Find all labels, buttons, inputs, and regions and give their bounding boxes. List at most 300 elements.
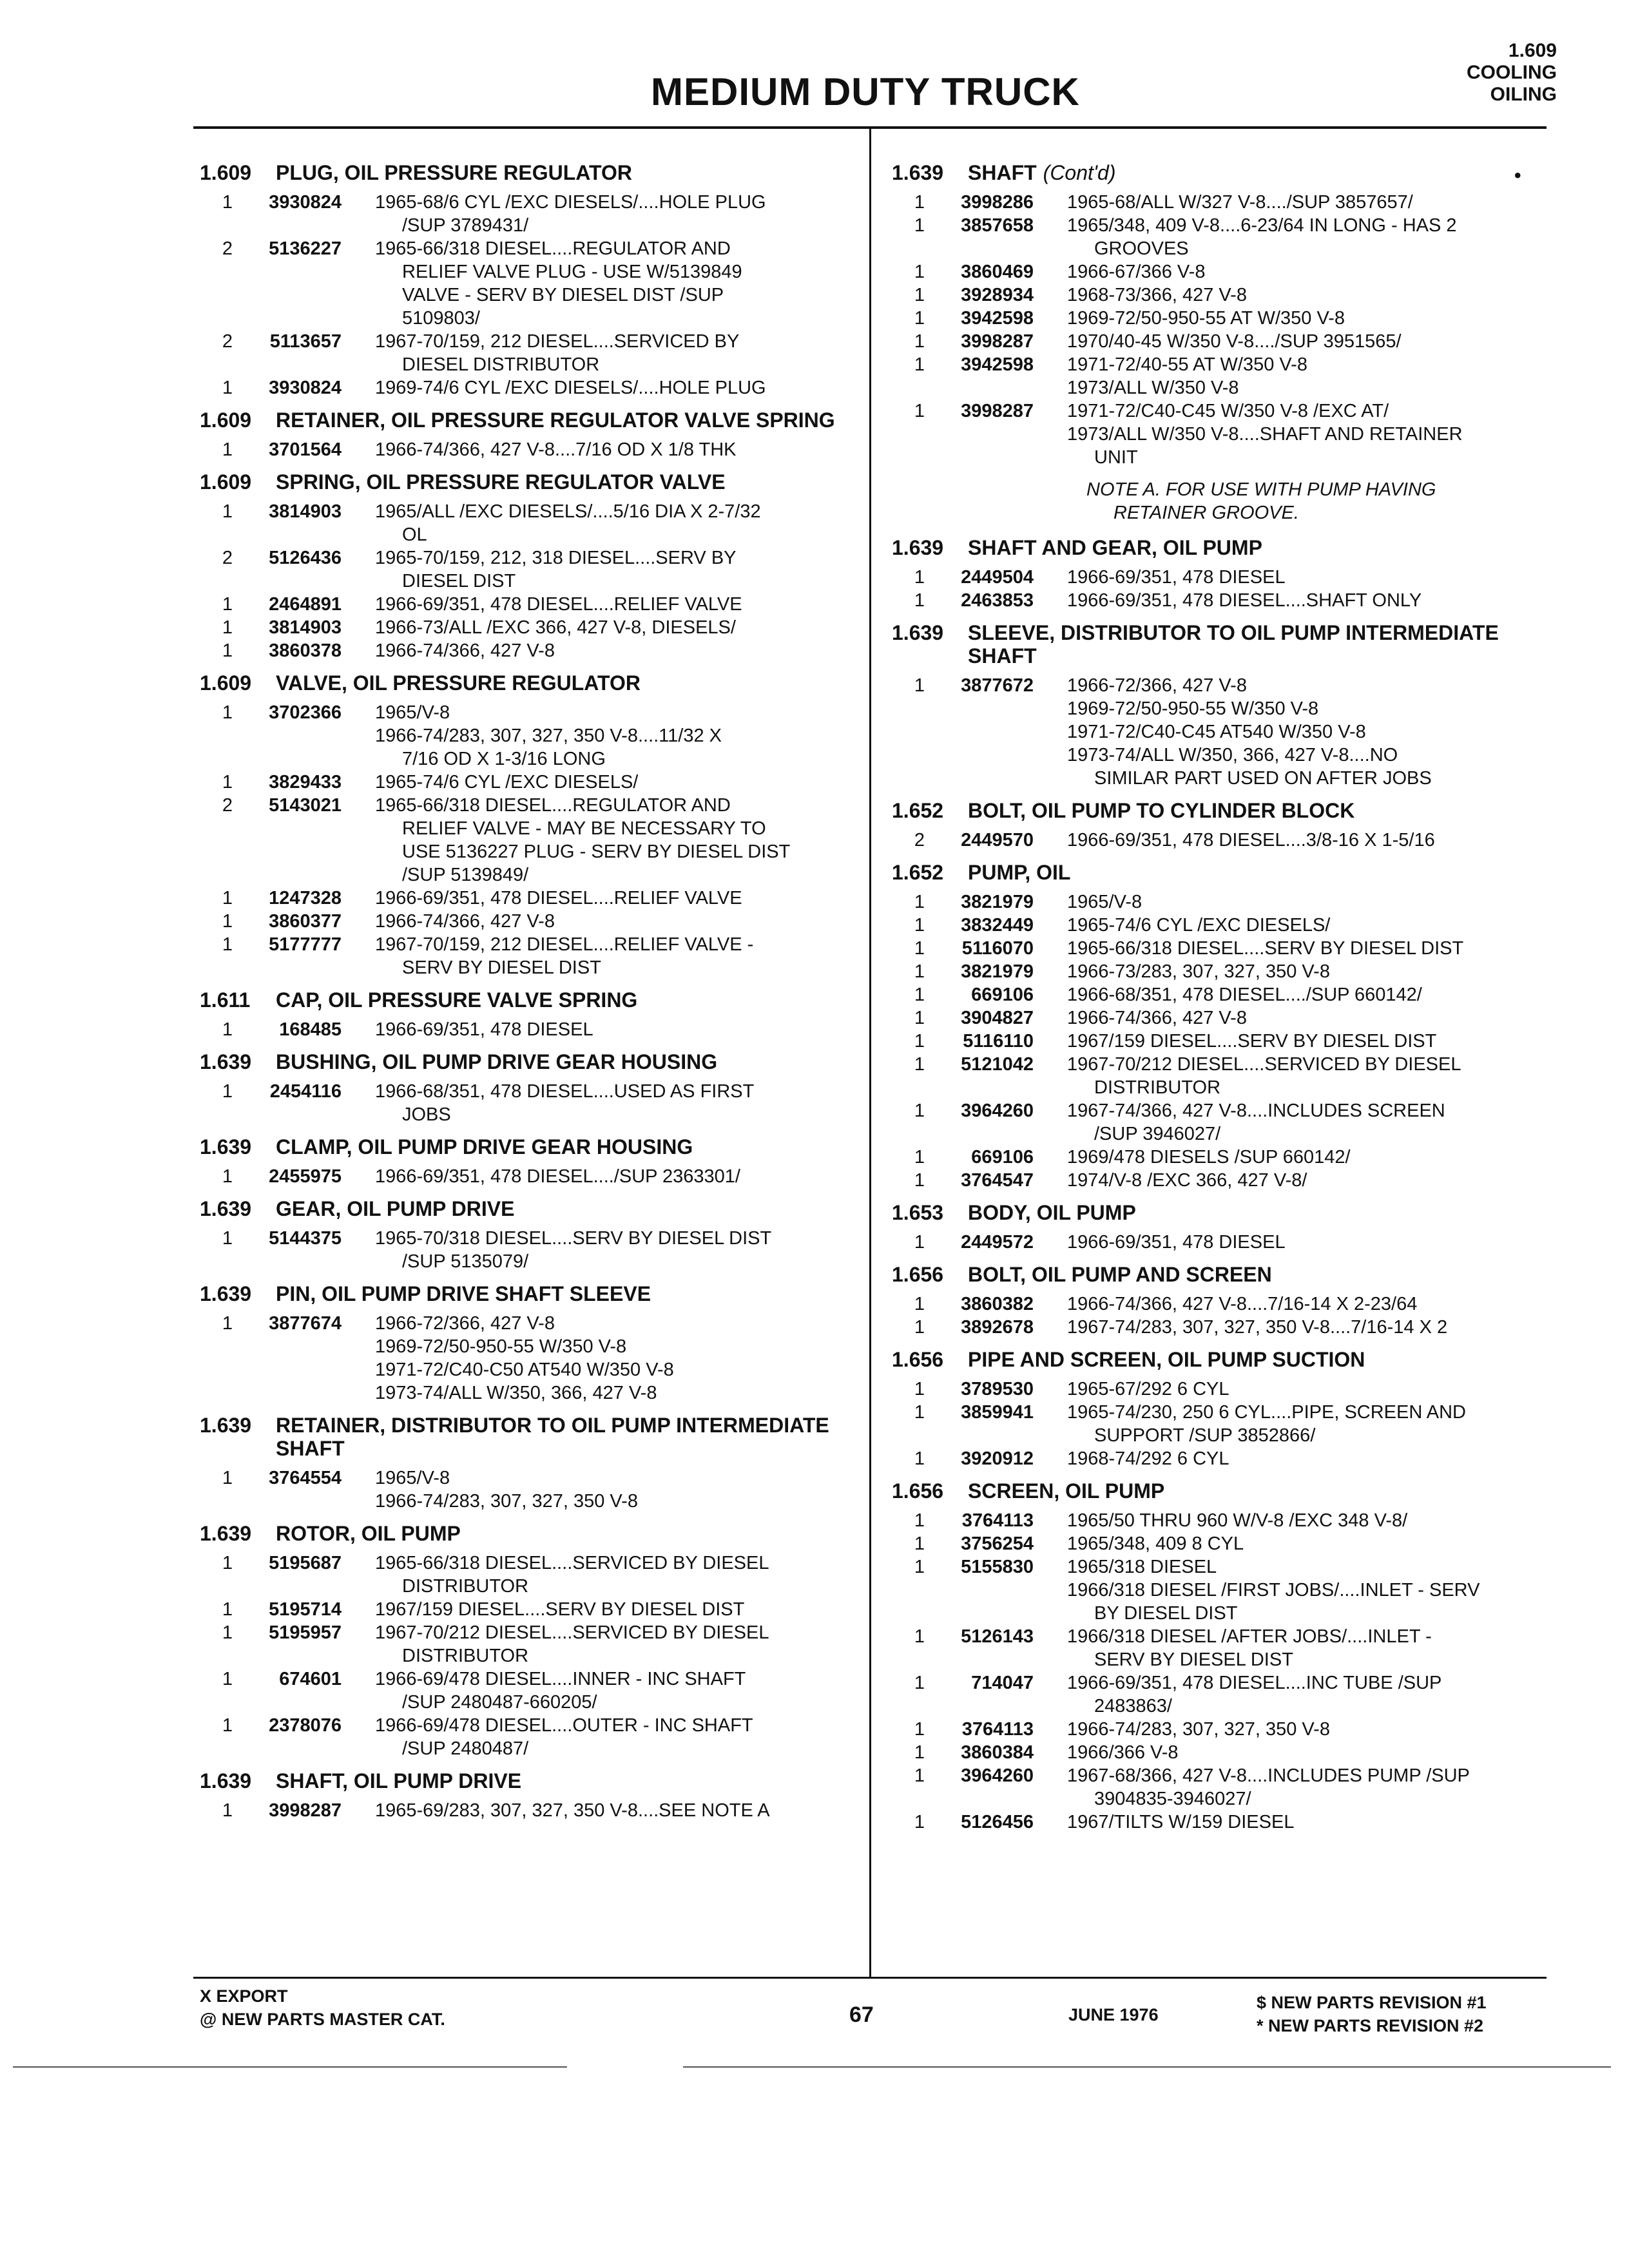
- description-line: 1969-72/50-950-55 W/350 V-8: [375, 1336, 627, 1357]
- quantity: 2: [222, 238, 233, 259]
- description-line: 1966/318 DIESEL /AFTER JOBS/....INLET -: [1067, 1626, 1432, 1647]
- page-title: MEDIUM DUTY TRUCK: [651, 70, 1080, 113]
- description-line: 1965-66/318 DIESEL....REGULATOR AND: [375, 795, 731, 816]
- description-line: SERV BY DIESEL DIST: [1094, 1649, 1293, 1670]
- section-number: 1.639: [200, 1414, 252, 1437]
- part-number: 2378076: [269, 1715, 342, 1736]
- part-description: [1067, 1741, 1549, 1764]
- description-line: 1966-69/351, 478 DIESEL: [375, 1019, 593, 1040]
- part-number: 669106: [971, 985, 1034, 1005]
- part-number: 2455975: [269, 1166, 342, 1187]
- table-row: [892, 399, 1549, 469]
- section-number: 1.639: [892, 161, 944, 184]
- part-description: [1067, 983, 1549, 1006]
- section-title: [892, 1201, 1549, 1224]
- description-line: /SUP 5139849/: [402, 865, 529, 885]
- part-description: [375, 1227, 863, 1273]
- section-number: 1.609: [200, 671, 252, 695]
- section-code-block: [1467, 40, 1557, 106]
- part-description: [375, 1165, 863, 1188]
- part-number: 714047: [971, 1673, 1034, 1693]
- description-line: 1966-69/351, 478 DIESEL: [1067, 1232, 1286, 1253]
- parts-section: [200, 470, 863, 662]
- part-description: [375, 1598, 863, 1621]
- part-number: 3764547: [961, 1170, 1034, 1191]
- description-line: 1965-70/159, 212, 318 DIESEL....SERV BY: [375, 548, 737, 568]
- parts-section: [892, 621, 1549, 790]
- table-row: [892, 1169, 1549, 1192]
- part-number: 669106: [971, 1147, 1034, 1168]
- part-number: 3998286: [961, 192, 1034, 213]
- section-title: [200, 470, 863, 494]
- quantity: 1: [222, 378, 233, 398]
- section-number: 1.639: [200, 1050, 252, 1073]
- description-line: 1974/V-8 /EXC 366, 427 V-8/: [1067, 1170, 1307, 1191]
- part-description: [1067, 1401, 1549, 1447]
- quantity: 2: [222, 548, 233, 568]
- quantity: 1: [914, 1232, 925, 1253]
- part-number: 3942598: [961, 308, 1034, 329]
- description-line: 1966-69/478 DIESEL....INNER - INC SHAFT: [375, 1669, 746, 1689]
- quantity: 1: [914, 567, 925, 588]
- description-line: DISTRIBUTOR: [402, 1576, 529, 1597]
- section-name-text: VALVE, OIL PRESSURE REGULATOR: [276, 671, 641, 695]
- part-number: 3764554: [269, 1468, 342, 1488]
- section-number: 1.656: [892, 1479, 944, 1503]
- description-line: 1970/40-45 W/350 V-8..../SUP 3951565/: [1067, 331, 1402, 352]
- section-number: 1.609: [200, 408, 252, 432]
- quantity: 1: [914, 1031, 925, 1052]
- description-line: 1967/TILTS W/159 DIESEL: [1067, 1812, 1295, 1832]
- section-title: [200, 1282, 863, 1305]
- description-line: 1967/159 DIESEL....SERV BY DIESEL DIST: [375, 1599, 745, 1620]
- description-line: 1965/V-8: [375, 1468, 450, 1488]
- table-row: [892, 829, 1549, 852]
- section-name: [276, 1197, 863, 1220]
- quantity: 1: [222, 702, 233, 723]
- scan-artifact-line: [683, 2066, 1611, 2068]
- part-description: [1067, 1625, 1549, 1671]
- quantity: 1: [914, 1147, 925, 1168]
- part-number: 3702366: [269, 702, 342, 723]
- section-name: [968, 799, 1549, 822]
- quantity: 1: [914, 1510, 925, 1531]
- section-name: [276, 671, 863, 695]
- table-row: [892, 1099, 1549, 1146]
- quantity: 1: [222, 1800, 233, 1821]
- table-row: [200, 616, 863, 639]
- part-number: 5136227: [269, 238, 342, 259]
- table-row: [892, 1316, 1549, 1339]
- part-description: [1067, 890, 1549, 914]
- section-code: 1.609: [1508, 40, 1557, 61]
- table-row: [892, 1053, 1549, 1099]
- section-name-text: SCREEN, OIL PUMP: [968, 1479, 1165, 1503]
- description-line: 1966-74/366, 427 V-8....7/16 OD X 1/8 THK: [375, 439, 737, 460]
- quantity: 1: [914, 1557, 925, 1577]
- part-number: 674601: [279, 1669, 342, 1689]
- right-column: [892, 161, 1549, 1843]
- description-line: 1965-74/6 CYL /EXC DIESELS/: [1067, 915, 1331, 936]
- table-row: [200, 593, 863, 616]
- part-description: [375, 1080, 863, 1126]
- part-description: [1067, 307, 1549, 330]
- part-description: [1067, 1555, 1549, 1625]
- section-title: [200, 161, 863, 184]
- part-description: [375, 701, 863, 771]
- description-line: 1965-66/318 DIESEL....REGULATOR AND: [375, 238, 731, 259]
- section-name-text: BOLT, OIL PUMP AND SCREEN: [968, 1263, 1272, 1286]
- table-row: [892, 589, 1549, 612]
- left-column: [200, 161, 863, 1831]
- part-number: 5177777: [269, 934, 342, 955]
- table-row: [892, 260, 1549, 284]
- description-line: 1965/318 DIESEL: [1067, 1557, 1217, 1577]
- parts-section: [892, 1201, 1549, 1254]
- quantity: 1: [222, 594, 233, 615]
- part-number: 3964260: [961, 1765, 1034, 1786]
- description-line: 1973/ALL W/350 V-8: [1067, 378, 1239, 398]
- description-line: 1971-72/40-55 AT W/350 V-8: [1067, 354, 1307, 375]
- category-cooling: COOLING: [1467, 62, 1557, 83]
- quantity: 1: [222, 640, 233, 661]
- quantity: 1: [914, 215, 925, 236]
- part-description: [375, 1621, 863, 1667]
- description-line: 1966-74/366, 427 V-8: [375, 911, 555, 932]
- part-number: 5116110: [963, 1031, 1034, 1052]
- quantity: 1: [222, 1313, 233, 1334]
- quantity: 1: [222, 1228, 233, 1249]
- part-number: 2449572: [961, 1232, 1034, 1253]
- part-description: [1067, 1293, 1549, 1316]
- part-description: [375, 1018, 863, 1041]
- part-description: [375, 191, 863, 237]
- description-line: /SUP 2480487-660205/: [402, 1692, 597, 1713]
- part-description: [375, 1667, 863, 1714]
- description-line: /SUP 5135079/: [402, 1251, 529, 1272]
- part-description: [1067, 399, 1549, 469]
- quantity: 1: [222, 1081, 233, 1102]
- section-name: [276, 1050, 863, 1073]
- section-name-text: ROTOR, OIL PUMP: [276, 1522, 461, 1545]
- description-line: 7/16 OD X 1-3/16 LONG: [402, 749, 606, 769]
- table-row: [892, 890, 1549, 914]
- quantity: 1: [914, 1742, 925, 1763]
- description-line: SUPPORT /SUP 3852866/: [1094, 1425, 1316, 1446]
- table-row: [200, 1552, 863, 1598]
- part-description: [375, 771, 863, 794]
- footer-legend-left: [200, 1984, 445, 2031]
- description-line: 1966/318 DIESEL /FIRST JOBS/....INLET - SERV: [1067, 1580, 1480, 1600]
- section-number: 1.656: [892, 1263, 944, 1286]
- section-title: [200, 1769, 863, 1792]
- table-row: [200, 330, 863, 376]
- part-number: 3860377: [269, 911, 342, 932]
- part-number: 3998287: [961, 331, 1034, 352]
- part-description: [1067, 674, 1549, 790]
- quantity: 1: [222, 192, 233, 213]
- description-line: 1966-68/351, 478 DIESEL....USED AS FIRST: [375, 1081, 755, 1102]
- part-number: 5126143: [961, 1626, 1034, 1647]
- part-description: [375, 1466, 863, 1513]
- description-line: UNIT: [1094, 447, 1138, 468]
- table-row: [200, 1466, 863, 1513]
- part-number: 3877672: [961, 675, 1034, 696]
- part-description: [1067, 1671, 1549, 1718]
- description-line: /SUP 3789431/: [402, 215, 529, 236]
- note-line: NOTE A. FOR USE WITH PUMP HAVING: [1086, 479, 1436, 500]
- section-title: [892, 799, 1549, 822]
- table-row: [200, 376, 863, 399]
- table-row: [892, 330, 1549, 353]
- table-row: [892, 1811, 1549, 1834]
- part-number: 3930824: [269, 378, 342, 398]
- table-row: [200, 1667, 863, 1714]
- section-note: [892, 478, 1549, 524]
- part-description: [1067, 1169, 1549, 1192]
- section-number: 1.639: [200, 1135, 252, 1158]
- part-description: [375, 1312, 863, 1405]
- parts-section: [892, 161, 1549, 524]
- section-name-text: CLAMP, OIL PUMP DRIVE GEAR HOUSING: [276, 1135, 693, 1158]
- description-line: 1967-70/159, 212 DIESEL....RELIEF VALVE -: [375, 934, 754, 955]
- table-row: [892, 1671, 1549, 1718]
- quantity: 1: [222, 501, 233, 522]
- section-name-text: BOLT, OIL PUMP TO CYLINDER BLOCK: [968, 799, 1355, 822]
- part-description: [1067, 1811, 1549, 1834]
- part-number: 2449504: [961, 567, 1034, 588]
- section-number: 1.639: [892, 536, 944, 559]
- description-line: 1973-74/ALL W/350, 366, 427 V-8....NO: [1067, 745, 1398, 765]
- part-number: 2464891: [269, 594, 342, 615]
- section-name: [968, 861, 1549, 884]
- part-description: [375, 910, 863, 933]
- part-number: 3998287: [961, 401, 1034, 421]
- part-description: [1067, 1006, 1549, 1030]
- category-oiling: OILING: [1490, 84, 1557, 105]
- scan-artifact-line: [13, 2066, 567, 2068]
- quantity: 1: [222, 1669, 233, 1689]
- part-number: 2463853: [961, 590, 1034, 611]
- parts-section: [892, 536, 1549, 612]
- description-line: 1966-74/366, 427 V-8: [375, 640, 555, 661]
- part-number: 3860382: [961, 1294, 1034, 1314]
- description-line: 1973-74/ALL W/350, 366, 427 V-8: [375, 1383, 657, 1403]
- part-description: [1067, 914, 1549, 937]
- quantity: 1: [222, 1622, 233, 1643]
- part-number: 3821979: [961, 892, 1034, 912]
- section-number: 1.639: [200, 1197, 252, 1220]
- section-name-text: SHAFT: [968, 161, 1037, 184]
- description-line: 1966-69/351, 478 DIESEL....INC TUBE /SUP: [1067, 1673, 1442, 1693]
- section-name-text: GEAR, OIL PUMP DRIVE: [276, 1197, 515, 1220]
- section-number: 1.652: [892, 799, 944, 822]
- part-description: [1067, 1447, 1549, 1470]
- part-number: 5126456: [961, 1812, 1034, 1832]
- description-line: RELIEF VALVE PLUG - USE W/5139849: [402, 262, 742, 282]
- table-row: [892, 960, 1549, 983]
- parts-section: [892, 799, 1549, 852]
- table-row: [892, 914, 1549, 937]
- part-number: 5143021: [269, 795, 342, 816]
- section-title: [200, 1414, 863, 1460]
- quantity: 1: [222, 617, 233, 638]
- part-description: [1067, 1718, 1549, 1741]
- quantity: 1: [914, 892, 925, 912]
- parts-section: [200, 1522, 863, 1760]
- quantity: 1: [222, 772, 233, 793]
- description-line: VALVE - SERV BY DIESEL DIST /SUP: [402, 285, 724, 305]
- parts-section: [200, 1135, 863, 1188]
- description-line: 1965-66/318 DIESEL....SERV BY DIESEL DIST: [1067, 938, 1464, 959]
- description-line: 1966-69/351, 478 DIESEL....3/8-16 X 1-5/16: [1067, 830, 1435, 850]
- quantity: 1: [914, 1100, 925, 1121]
- section-name: [276, 1282, 863, 1305]
- part-number: 3859941: [961, 1402, 1034, 1423]
- part-number: 3814903: [269, 501, 342, 522]
- table-row: [892, 1718, 1549, 1741]
- table-row: [200, 794, 863, 887]
- description-line: 1966-69/351, 478 DIESEL....RELIEF VALVE: [375, 888, 742, 908]
- parts-section: [200, 1414, 863, 1513]
- part-description: [375, 546, 863, 593]
- part-number: 5144375: [269, 1228, 342, 1249]
- part-number: 3964260: [961, 1100, 1034, 1121]
- description-line: 1965-66/318 DIESEL....SERVICED BY DIESEL: [375, 1553, 769, 1573]
- quantity: 1: [914, 985, 925, 1005]
- table-row: [892, 1293, 1549, 1316]
- description-line: 1966-69/351, 478 DIESEL..../SUP 2363301/: [375, 1166, 740, 1187]
- table-row: [892, 937, 1549, 960]
- description-line: 1965-68/ALL W/327 V-8..../SUP 3857657/: [1067, 192, 1413, 213]
- parts-section: [892, 1348, 1549, 1470]
- description-line: 1966-68/351, 478 DIESEL..../SUP 660142/: [1067, 985, 1422, 1005]
- section-name: [968, 1263, 1549, 1286]
- part-description: [1067, 214, 1549, 260]
- parts-section: [892, 861, 1549, 1192]
- part-description: [1067, 829, 1549, 852]
- section-number: 1.609: [200, 470, 252, 494]
- part-description: [375, 500, 863, 546]
- table-row: [200, 1165, 863, 1188]
- part-number: 3789530: [961, 1379, 1034, 1399]
- description-line: JOBS: [402, 1104, 451, 1125]
- table-row: [892, 307, 1549, 330]
- part-number: 2454116: [269, 1081, 342, 1102]
- quantity: 1: [914, 938, 925, 959]
- parts-section: [200, 1769, 863, 1822]
- description-line: 1966-69/478 DIESEL....OUTER - INC SHAFT: [375, 1715, 753, 1736]
- part-description: [1067, 191, 1549, 214]
- part-number: 3764113: [961, 1719, 1034, 1740]
- part-description: [1067, 589, 1549, 612]
- section-name-text: PIPE AND SCREEN, OIL PUMP SUCTION: [968, 1348, 1365, 1371]
- table-row: [892, 674, 1549, 790]
- quantity: 1: [222, 1599, 233, 1620]
- part-number: 3756254: [961, 1533, 1034, 1554]
- part-number: 3928934: [961, 285, 1034, 305]
- section-name: [968, 161, 1549, 184]
- table-row: [892, 191, 1549, 214]
- quantity: 1: [914, 308, 925, 329]
- quantity: 1: [914, 1317, 925, 1338]
- description-line: 1967-74/366, 427 V-8....INCLUDES SCREEN: [1067, 1100, 1445, 1121]
- description-line: GROOVES: [1094, 238, 1189, 259]
- part-number: 5195714: [269, 1599, 342, 1620]
- description-line: 1966-74/283, 307, 327, 350 V-8....11/32 X: [375, 726, 722, 746]
- legend-revision-1: $ NEW PARTS REVISION #1: [1257, 1993, 1487, 2012]
- section-title: [200, 1197, 863, 1220]
- description-line: 1965-68/6 CYL /EXC DIESELS/....HOLE PLUG: [375, 192, 766, 213]
- description-line: 1966-73/ALL /EXC 366, 427 V-8, DIESELS/: [375, 617, 736, 638]
- section-name-text: RETAINER, DISTRIBUTOR TO OIL PUMP INTERMEDIATE SHAFT: [276, 1414, 829, 1460]
- description-line: 5109803/: [402, 308, 480, 329]
- page-header: [0, 0, 1629, 129]
- table-row: [892, 1030, 1549, 1053]
- part-number: 5155830: [961, 1557, 1034, 1577]
- part-number: 3701564: [269, 439, 342, 460]
- description-line: 1965-69/283, 307, 327, 350 V-8....SEE NOTE A: [375, 1800, 770, 1821]
- part-description: [1067, 353, 1549, 399]
- description-line: 1971-72/C40-C50 AT540 W/350 V-8: [375, 1360, 674, 1380]
- part-description: [1067, 330, 1549, 353]
- description-line: 1969-72/50-950-55 W/350 V-8: [1067, 698, 1319, 719]
- quantity: 1: [914, 590, 925, 611]
- section-name-text: SPRING, OIL PRESSURE REGULATOR VALVE: [276, 470, 726, 494]
- section-name: [276, 408, 863, 432]
- quantity: 1: [914, 1402, 925, 1423]
- part-number: 3821979: [961, 961, 1034, 982]
- parts-section: [200, 161, 863, 399]
- description-line: SERV BY DIESEL DIST: [402, 957, 601, 978]
- part-number: 3814903: [269, 617, 342, 638]
- section-number: 1.639: [200, 1282, 252, 1305]
- quantity: 2: [222, 331, 233, 352]
- section-title: [892, 536, 1549, 559]
- part-number: 3942598: [961, 354, 1034, 375]
- description-line: 1966/366 V-8: [1067, 1742, 1179, 1763]
- description-line: DIESEL DISTRIBUTOR: [402, 354, 600, 375]
- quantity: 1: [914, 1008, 925, 1028]
- description-line: 1966-67/366 V-8: [1067, 262, 1206, 282]
- description-line: BY DIESEL DIST: [1094, 1603, 1238, 1624]
- description-line: 1966-69/351, 478 DIESEL: [1067, 567, 1286, 588]
- table-row: [200, 1598, 863, 1621]
- part-number: 3860378: [269, 640, 342, 661]
- table-row: [200, 887, 863, 910]
- quantity: 1: [914, 354, 925, 375]
- description-line: 1966-74/366, 427 V-8....7/16-14 X 2-23/64: [1067, 1294, 1418, 1314]
- continued-label: (Cont'd): [1043, 161, 1116, 184]
- part-description: [375, 616, 863, 639]
- quantity: 1: [914, 1673, 925, 1693]
- section-name-text: BODY, OIL PUMP: [968, 1201, 1136, 1224]
- quantity: 1: [914, 1533, 925, 1554]
- description-line: 1965/V-8: [1067, 892, 1142, 912]
- table-row: [200, 546, 863, 593]
- description-line: 1966-74/283, 307, 327, 350 V-8: [1067, 1719, 1330, 1740]
- table-row: [892, 1401, 1549, 1447]
- description-line: 1969/478 DIESELS /SUP 660142/: [1067, 1147, 1351, 1168]
- part-description: [1067, 1053, 1549, 1099]
- section-title: [200, 408, 863, 432]
- part-description: [1067, 1231, 1549, 1254]
- section-title: [892, 1479, 1549, 1503]
- table-row: [200, 933, 863, 979]
- description-line: /SUP 3946027/: [1094, 1124, 1221, 1144]
- part-number: 3860469: [961, 262, 1034, 282]
- quantity: 1: [914, 331, 925, 352]
